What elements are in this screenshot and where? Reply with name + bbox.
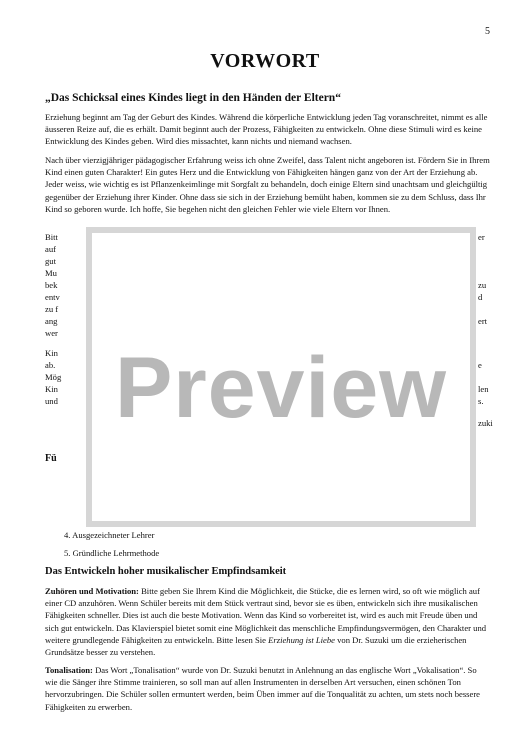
- fragment-left-10: ab.: [45, 360, 56, 370]
- fragment-left-8: wer: [45, 328, 58, 338]
- zuhoeren-text-b: von Dr. Suzuki um die erzieherischen Grundsätze besser zu verstehen.: [45, 634, 467, 658]
- fragment-right-4: e: [478, 360, 482, 370]
- fragment-left-9: Kin: [45, 348, 58, 358]
- paragraph-tonalisation: [45, 664, 490, 713]
- tonal-text: Das Wort „Tonalisation“ wurde von Dr. Suzuki benutzt in Anlehnung an das englische Wort „Vokalisation“. So wie die Sänger ihre Stimme trainieren, so soll man auf allen Instrumenten in derselben Art versuchen, einen schönen Ton hervorzubringen. Die Schüler sollen ermuntert werden, beim Üben immer auf die Tonqualität zu achten, um stets noch bessere Fähigkeiten zu erwerben.: [45, 665, 480, 712]
- book-title: Erziehung ist Liebe: [268, 634, 335, 645]
- page-number: 5: [485, 26, 490, 37]
- fragment-right-2: d: [478, 292, 483, 302]
- fragment-left-2: gut: [45, 256, 56, 266]
- fragment-left-12: Kin: [45, 384, 58, 394]
- preview-overlay: [86, 227, 476, 527]
- list-item-5: 5. Gründliche Lehrmethode: [64, 548, 160, 558]
- fragment-right-7: zuki: [478, 418, 493, 428]
- paragraph-intro: Erziehung beginnt am Tag der Geburt des Kindes. Während die körperliche Entwicklung jeden Tag voranschreitet, nimmt es alle äusseren Reize auf, die es erhält. Damit beginnt auch der Prozess, Fähigkeiten zu entwickeln. Ohne diese Stimuli wird es keine Entwicklung des Kindes geben. Wird dies missachtet, kann nichts und niemand wachsen.: [45, 112, 488, 147]
- fragment-right-0: er: [478, 232, 485, 242]
- zuhoeren-label: Zuhören und Motivation:: [45, 586, 139, 596]
- fragment-left-7: ang: [45, 316, 58, 326]
- fragment-left-11: Mög: [45, 372, 62, 382]
- fragment-left-0: Bitt: [45, 232, 58, 242]
- preview-watermark: Preview: [114, 340, 448, 436]
- page-title: VORWORT: [210, 50, 320, 72]
- fragment-right-1: zu: [478, 280, 487, 290]
- fragment-left-13: und: [45, 396, 58, 406]
- paragraph-zuhoeren: [45, 585, 490, 658]
- fragment-left-6: zu f: [45, 304, 59, 314]
- fragment-left-5: entv: [45, 292, 60, 302]
- fragment-left-3: Mu: [45, 268, 57, 278]
- list-item-4: 4. Ausgezeichneter Lehrer: [64, 530, 155, 540]
- zuhoeren-text-a: Bitte geben Sie Ihrem Kind die Möglichkeit, die Stücke, die es lernen wird, so oft wie möglich auf einer CD anzuhören. Wenn Schüler bereits mit dem Stück vertraut sind, bevor sie es üben, entwickeln sich ihre musikalischen Fähigkeiten schneller. Dies ist auch die beste Motivation. Wenn das Kind so vorbereitet ist, wird es auch mit Freude üben und sich gut entwickeln. Das Klavierspiel bietet somit eine Möglichkeit das menschliche Empfindungsvermögen, den Charakter und weitere grundlegende Fähigkeiten zu entwickeln. Bitte lesen Sie: [45, 586, 487, 645]
- fragment-right-6: s.: [478, 396, 484, 406]
- paragraph-talent: Nach über vierzigjähriger pädagogischer Erfahrung weiss ich ohne Zweifel, dass Talent nicht angeboren ist. Fördern Sie in Ihrem Kind einen guten Charakter! Ein gutes Herz und die Entwicklung von Fähigkeiten hängen ganz von der Art der Erziehung ab. Jeder weiss, wie wichtig es ist Pflanzenkeimlinge mit Sorgfalt zu behandeln, doch einige Eltern sind unachtsam und gleichgültig gegenüber der Erziehung ihrer Kinder. Ohne dass sie sich in der Erziehung bemüht haben, kommen sie zu dem Schluss, dass Ihr Kind so geboren wurde. Ich hoffe, Sie begehen nicht den gleichen Fehler wie viele Eltern vor Ihnen.: [45, 155, 490, 214]
- tonal-label: Tonalisation:: [45, 665, 93, 675]
- fragment-right-5: len: [478, 384, 489, 394]
- subtitle-quote: „Das Schicksal eines Kindes liegt in den Händen der Eltern“: [45, 92, 341, 104]
- section-heading: Das Entwickeln hoher musikalischer Empfindsamkeit: [45, 566, 287, 577]
- fragment-left-14: Fü: [45, 453, 57, 464]
- fragment-left-4: bek: [45, 280, 58, 290]
- fragment-left-1: auf: [45, 244, 56, 254]
- fragment-right-3: ert: [478, 316, 488, 326]
